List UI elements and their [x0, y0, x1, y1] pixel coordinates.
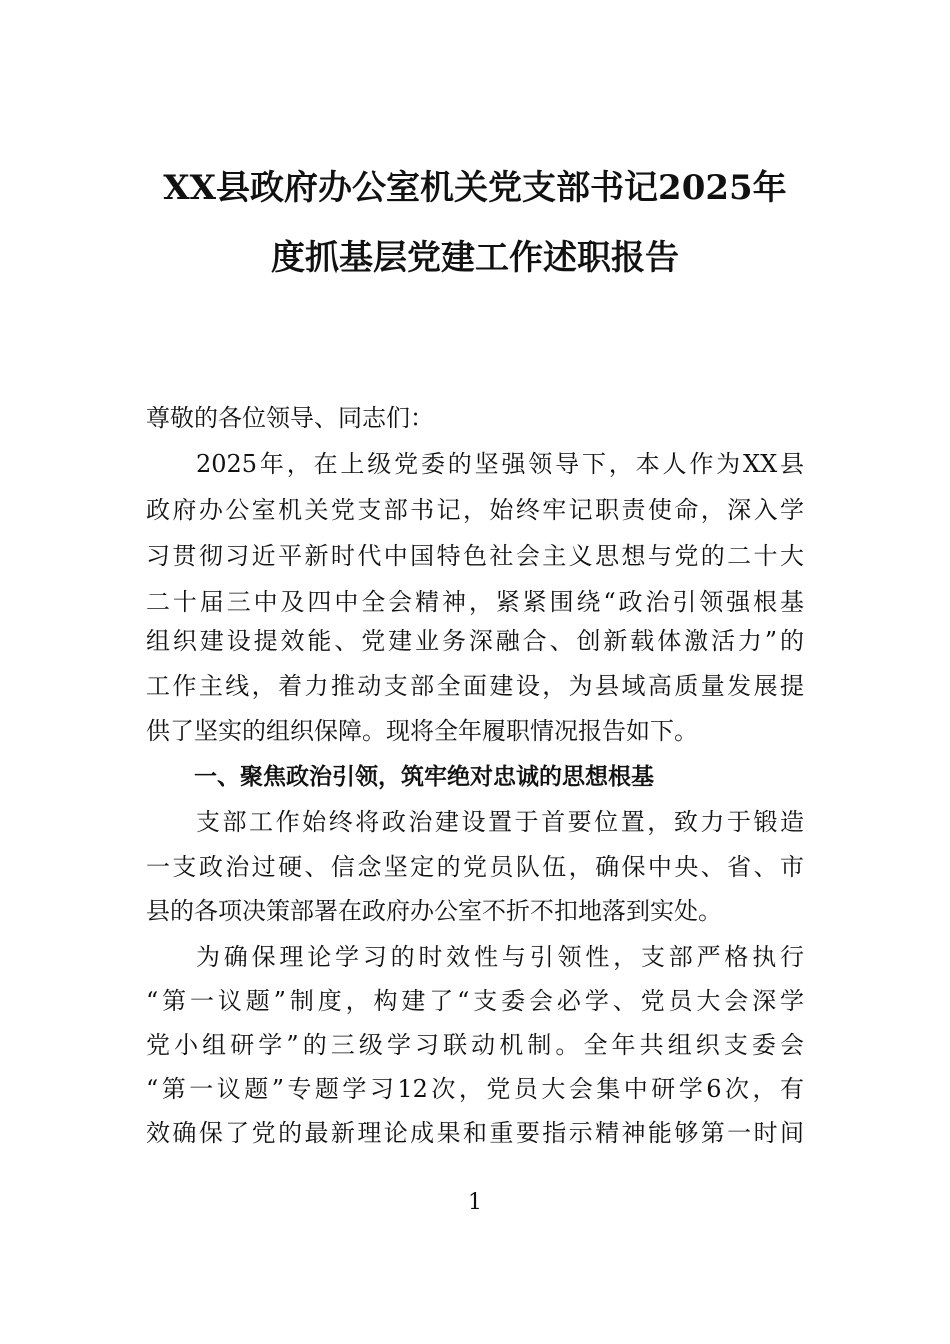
body-line: 为确保理论学习的时效性与引领性，支部严格执行 — [196, 943, 804, 971]
body-line: “第一议题”专题学习12次，党员大会集中研学6次，有 — [146, 1075, 804, 1103]
report-title-line-1: XX县政府办公室机关党支部书记2025年 — [163, 168, 787, 208]
salutation: 尊敬的各位领导、同志们： — [146, 404, 434, 432]
body-line: 一支政治过硬、信念坚定的党员队伍，确保中央、省、市 — [146, 853, 804, 881]
body-line: 效确保了党的最新理论成果和重要指示精神能够第一时间 — [146, 1119, 804, 1147]
intro-line: 二十届三中及四中全会精神，紧紧围绕“政治引领强根基 — [146, 588, 804, 616]
body-line: 党小组研学”的三级学习联动机制。全年共组织支委会 — [146, 1031, 804, 1059]
body-line: “第一议题”制度，构建了“支委会必学、党员大会深学 — [146, 987, 804, 1015]
body-line: 县的各项决策部署在政府办公室不折不扣地落到实处。 — [146, 897, 722, 925]
intro-line: 组织建设提效能、党建业务深融合、创新载体激活力”的 — [146, 627, 804, 655]
report-title-line-2: 度抓基层党建工作述职报告 — [271, 238, 679, 278]
intro-line: 政府办公室机关党支部书记，始终牢记职责使命，深入学 — [146, 496, 804, 524]
intro-line: 供了坚实的组织保障。现将全年履职情况报告如下。 — [146, 717, 698, 745]
section-heading: 一、聚焦政治引领，筑牢绝对忠诚的思想根基 — [194, 764, 654, 790]
page-number: 1 — [468, 1190, 482, 1215]
body-line: 支部工作始终将政治建设置于首要位置，致力于锻造 — [196, 808, 804, 836]
intro-line: 工作主线，着力推动支部全面建设，为县域高质量发展提 — [146, 672, 804, 700]
intro-line: 习贯彻习近平新时代中国特色社会主义思想与党的二十大 — [146, 542, 804, 570]
intro-line: 2025年，在上级党委的坚强领导下，本人作为XX县 — [196, 450, 804, 478]
